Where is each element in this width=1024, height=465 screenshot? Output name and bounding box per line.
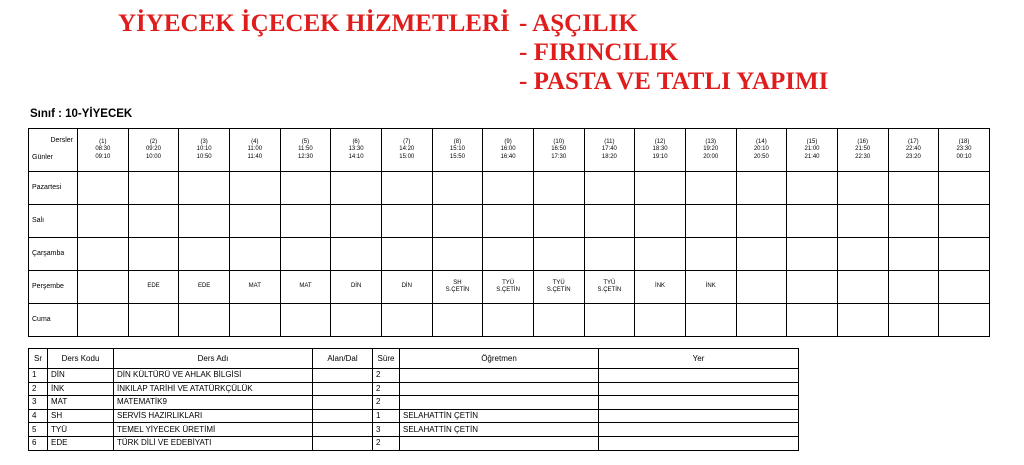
- course-table: [28, 348, 799, 451]
- schedule-cell: [78, 271, 129, 304]
- schedule-cell: [179, 205, 230, 238]
- course-cell-code: MAT: [48, 396, 114, 410]
- period-number: (3): [200, 138, 208, 145]
- schedule-table: [28, 128, 990, 337]
- period-start: 15:10: [449, 146, 465, 153]
- period-start: 21:00: [804, 146, 820, 153]
- schedule-cell-line: TYÜ: [552, 279, 565, 286]
- period-number: (15): [806, 138, 818, 145]
- schedule-cell: [381, 271, 432, 304]
- period-start: 09:20: [145, 146, 161, 153]
- course-cell-duration: 1: [373, 409, 400, 423]
- schedule-cell: [787, 304, 838, 337]
- period-end: 19:10: [652, 153, 668, 160]
- period-number: (18): [958, 138, 970, 145]
- course-cell-code: DİN: [48, 369, 114, 383]
- period-number: (4): [251, 138, 259, 145]
- schedule-cell: [179, 172, 230, 205]
- schedule-cell: [939, 205, 990, 238]
- schedule-cell: [533, 172, 584, 205]
- schedule-cell-line: SH: [453, 279, 462, 286]
- period-header: [280, 129, 331, 172]
- schedule-cell: [888, 271, 939, 304]
- course-cell-code: EDE: [48, 436, 114, 450]
- period-start: 10:10: [196, 146, 212, 153]
- course-header-sr: Sr: [29, 349, 48, 369]
- period-number: (10): [553, 138, 565, 145]
- day-name: Cuma: [29, 304, 78, 337]
- period-number: (11): [604, 138, 615, 145]
- period-start: 19:20: [703, 146, 719, 153]
- schedule-cell: [787, 271, 838, 304]
- schedule-cell: [939, 238, 990, 271]
- period-number: (13): [705, 138, 717, 145]
- schedule-cell: [280, 205, 331, 238]
- period-header: [635, 129, 686, 172]
- course-cell-place: [599, 423, 799, 437]
- schedule-row: [29, 304, 990, 337]
- course-cell-code: SH: [48, 409, 114, 423]
- schedule-cell: [939, 172, 990, 205]
- period-end: 18:20: [601, 153, 617, 160]
- schedule-cell-line: EDE: [147, 283, 160, 290]
- schedule-cell: [685, 205, 736, 238]
- period-end: 16:40: [500, 153, 516, 160]
- period-header: [179, 129, 230, 172]
- schedule-cell: [432, 271, 483, 304]
- course-cell-teacher: SELAHATTİN ÇETİN: [400, 423, 599, 437]
- period-end: 00:10: [956, 153, 972, 160]
- schedule-row: [29, 238, 990, 271]
- course-row: [29, 423, 799, 437]
- schedule-cell: [837, 238, 888, 271]
- course-cell-duration: 2: [373, 382, 400, 396]
- schedule-cell: [888, 205, 939, 238]
- course-cell-teacher: [400, 436, 599, 450]
- schedule-cell: [635, 172, 686, 205]
- schedule-cell: [229, 172, 280, 205]
- period-start: 16:00: [500, 146, 516, 153]
- course-cell-sr: 4: [29, 409, 48, 423]
- period-end: 20:50: [753, 153, 769, 160]
- period-header: [685, 129, 736, 172]
- period-start: 08:30: [95, 146, 111, 153]
- schedule-cell: [128, 172, 179, 205]
- schedule-cell: [685, 238, 736, 271]
- schedule-cell: [331, 304, 382, 337]
- course-cell-duration: 2: [373, 436, 400, 450]
- schedule-cell: [78, 205, 129, 238]
- course-cell-place: [599, 436, 799, 450]
- schedule-cell: [635, 271, 686, 304]
- course-row: [29, 382, 799, 396]
- schedule-cell: [432, 172, 483, 205]
- schedule-cell: [533, 238, 584, 271]
- course-cell-teacher: [400, 382, 599, 396]
- schedule-cell: [78, 238, 129, 271]
- course-cell-sr: 2: [29, 382, 48, 396]
- schedule-cell: [736, 238, 787, 271]
- period-end: 12:30: [297, 153, 313, 160]
- period-number: (8): [453, 138, 462, 145]
- course-cell-teacher: [400, 369, 599, 383]
- schedule-cell: [584, 304, 635, 337]
- course-header-place: Yer: [599, 349, 799, 369]
- period-header: [787, 129, 838, 172]
- schedule-cell: [533, 205, 584, 238]
- schedule-cell: [128, 205, 179, 238]
- schedule-cell: [635, 304, 686, 337]
- schedule-cell: [939, 304, 990, 337]
- schedule-cell: [331, 172, 382, 205]
- course-cell-area: [313, 382, 373, 396]
- schedule-corner-cell: [29, 129, 78, 172]
- schedule-cell: [584, 205, 635, 238]
- schedule-cell: [685, 172, 736, 205]
- period-end: 15:00: [399, 153, 415, 160]
- course-cell-name: DİN KÜLTÜRÜ VE AHLAK BİLGİSİ: [114, 369, 313, 383]
- period-end: 11:40: [247, 153, 263, 160]
- course-cell-sr: 6: [29, 436, 48, 450]
- schedule-cell: [685, 304, 736, 337]
- schedule-cell: [280, 238, 331, 271]
- period-header: [229, 129, 280, 172]
- course-cell-area: [313, 396, 373, 410]
- period-end: 17:30: [551, 153, 567, 160]
- schedule-cell-line: DİN: [350, 283, 362, 290]
- course-cell-place: [599, 382, 799, 396]
- schedule-cell: [837, 172, 888, 205]
- period-number: (17): [907, 138, 919, 145]
- period-header: [736, 129, 787, 172]
- schedule-cell-line: İNK: [705, 283, 716, 290]
- schedule-cell: [483, 205, 534, 238]
- period-end: 14:10: [348, 153, 364, 160]
- course-header-duration: Süre: [373, 349, 400, 369]
- period-header: [128, 129, 179, 172]
- schedule-cell: [229, 205, 280, 238]
- program-line-ascilik: - AŞÇILIK: [519, 10, 638, 37]
- schedule-cell-line: TYÜ: [502, 279, 515, 286]
- schedule-cell: [280, 304, 331, 337]
- course-cell-duration: 3: [373, 423, 400, 437]
- schedule-cell: [432, 238, 483, 271]
- class-label: Sınıf : 10-YİYECEK: [30, 108, 133, 120]
- schedule-cell: [483, 304, 534, 337]
- schedule-row: [29, 205, 990, 238]
- schedule-cell: [128, 271, 179, 304]
- course-cell-place: [599, 369, 799, 383]
- period-start: 20:10: [753, 146, 769, 153]
- program-line-pasta: - PASTA VE TATLI YAPIMI: [519, 68, 829, 95]
- course-row: [29, 369, 799, 383]
- schedule-cell: [533, 271, 584, 304]
- course-row: [29, 396, 799, 410]
- course-row: [29, 436, 799, 450]
- course-header-row: [29, 349, 799, 369]
- period-start: 16:50: [551, 146, 567, 153]
- period-start: 13:30: [348, 146, 364, 153]
- period-header: [432, 129, 483, 172]
- schedule-cell: [483, 172, 534, 205]
- day-name: Çarşamba: [29, 238, 78, 271]
- schedule-cell-line: S.ÇETİN: [445, 287, 470, 293]
- course-cell-name: İNKILAP TARİHİ VE ATATÜRKÇÜLÜK: [114, 382, 313, 396]
- day-name: Pazartesi: [29, 172, 78, 205]
- schedule-cell: [78, 172, 129, 205]
- schedule-cell: [837, 304, 888, 337]
- schedule-cell: [280, 271, 331, 304]
- course-cell-name: MATEMATİK9: [114, 396, 313, 410]
- schedule-cell: [280, 172, 331, 205]
- schedule-cell: [584, 172, 635, 205]
- schedule-cell: [533, 304, 584, 337]
- schedule-cell: [381, 172, 432, 205]
- course-cell-place: [599, 396, 799, 410]
- schedule-cell: [787, 205, 838, 238]
- period-start: 21:50: [855, 146, 871, 153]
- schedule-cell: [787, 238, 838, 271]
- schedule-cell: [888, 238, 939, 271]
- schedule-cell: [128, 238, 179, 271]
- schedule-cell: [229, 238, 280, 271]
- period-number: (5): [301, 138, 310, 145]
- page-title: YİYECEK İÇECEK HİZMETLERİ: [118, 10, 510, 37]
- course-cell-duration: 2: [373, 396, 400, 410]
- period-header: [381, 129, 432, 172]
- course-header-name: Ders Adı: [114, 349, 313, 369]
- schedule-cell: [736, 172, 787, 205]
- schedule-cell-line: İNK: [655, 283, 666, 290]
- schedule-cell-line: TYÜ: [603, 279, 616, 286]
- course-cell-duration: 2: [373, 369, 400, 383]
- period-header: [584, 129, 635, 172]
- schedule-cell-line: MAT: [248, 283, 261, 290]
- course-cell-place: [599, 409, 799, 423]
- schedule-cell: [381, 238, 432, 271]
- dersler-label: Dersler: [50, 137, 73, 144]
- period-start: 18:30: [652, 146, 668, 153]
- course-cell-teacher: [400, 396, 599, 410]
- period-start: 23:30: [956, 146, 972, 153]
- period-number: (12): [654, 138, 666, 145]
- course-cell-area: [313, 436, 373, 450]
- schedule-row: [29, 172, 990, 205]
- schedule-cell: [736, 271, 787, 304]
- course-cell-teacher: SELAHATTİN ÇETİN: [400, 409, 599, 423]
- period-end: 10:00: [145, 153, 161, 160]
- period-end: 10:50: [196, 153, 212, 160]
- schedule-cell-line: DİN: [401, 283, 412, 290]
- period-end: 22:30: [855, 153, 871, 160]
- course-cell-name: TEMEL YİYECEK ÜRETİMİ: [114, 423, 313, 437]
- schedule-cell: [939, 271, 990, 304]
- course-cell-name: SERVİS HAZIRLIKLARI: [114, 409, 313, 423]
- period-start: 22:40: [905, 146, 921, 153]
- schedule-row: [29, 271, 990, 304]
- schedule-cell: [888, 172, 939, 205]
- gunler-label: Günler: [32, 154, 54, 161]
- schedule-cell: [837, 205, 888, 238]
- course-cell-name: TÜRK DİLİ VE EDEBİYATI: [114, 436, 313, 450]
- schedule-cell: [584, 271, 635, 304]
- schedule-cell-line: MAT: [299, 283, 312, 290]
- period-end: 21:40: [804, 153, 820, 160]
- period-header: [888, 129, 939, 172]
- course-cell-code: TYÜ: [48, 423, 114, 437]
- schedule-cell-line: EDE: [197, 283, 211, 290]
- period-end: 20:00: [703, 153, 719, 160]
- course-cell-area: [313, 409, 373, 423]
- period-number: (16): [857, 138, 868, 145]
- period-start: 17:40: [601, 146, 617, 153]
- schedule-cell-line: S.ÇETİN: [546, 287, 571, 293]
- period-start: 11:50: [298, 146, 313, 153]
- period-header: [837, 129, 888, 172]
- program-line-firincilik: - FIRINCILIK: [519, 39, 679, 66]
- schedule-cell: [888, 304, 939, 337]
- schedule-cell: [331, 205, 382, 238]
- schedule-cell: [179, 238, 230, 271]
- schedule-cell-line: S.ÇETİN: [597, 287, 622, 293]
- schedule-cell: [736, 205, 787, 238]
- schedule-cell: [331, 271, 382, 304]
- schedule-cell: [331, 238, 382, 271]
- period-header: [483, 129, 534, 172]
- schedule-cell: [78, 304, 129, 337]
- schedule-cell: [584, 238, 635, 271]
- period-number: (6): [352, 138, 360, 145]
- schedule-cell: [381, 205, 432, 238]
- schedule-cell: [432, 205, 483, 238]
- schedule-cell: [736, 304, 787, 337]
- schedule-cell: [179, 304, 230, 337]
- course-cell-sr: 3: [29, 396, 48, 410]
- schedule-header-row: [29, 129, 990, 172]
- course-cell-sr: 5: [29, 423, 48, 437]
- course-header-code: Ders Kodu: [48, 349, 114, 369]
- period-end: 23:20: [905, 153, 921, 160]
- schedule-cell: [483, 238, 534, 271]
- course-cell-area: [313, 369, 373, 383]
- schedule-cell: [381, 304, 432, 337]
- schedule-cell: [685, 271, 736, 304]
- period-end: 15:50: [449, 153, 465, 160]
- schedule-cell: [837, 271, 888, 304]
- schedule-cell: [179, 271, 230, 304]
- schedule-cell: [128, 304, 179, 337]
- day-name: Salı: [29, 205, 78, 238]
- period-number: (9): [504, 138, 512, 145]
- day-name: Perşembe: [29, 271, 78, 304]
- course-row: [29, 409, 799, 423]
- period-start: 14:20: [399, 146, 415, 153]
- schedule-cell: [635, 238, 686, 271]
- schedule-cell: [635, 205, 686, 238]
- period-header: [331, 129, 382, 172]
- course-cell-area: [313, 423, 373, 437]
- period-number: (1): [99, 138, 107, 145]
- period-start: 11:00: [247, 146, 263, 153]
- period-header: [939, 129, 990, 172]
- course-cell-sr: 1: [29, 369, 48, 383]
- course-header-area: Alan/Dal: [313, 349, 373, 369]
- course-header-teacher: Öğretmen: [400, 349, 599, 369]
- period-number: (2): [149, 138, 158, 145]
- course-cell-code: İNK: [48, 382, 114, 396]
- schedule-cell: [483, 271, 534, 304]
- period-number: (7): [403, 138, 411, 145]
- period-header: [533, 129, 584, 172]
- period-header: [78, 129, 129, 172]
- period-end: 09:10: [95, 153, 111, 160]
- schedule-cell: [229, 304, 280, 337]
- schedule-cell-line: S.ÇETİN: [496, 287, 520, 293]
- schedule-cell: [787, 172, 838, 205]
- schedule-cell: [432, 304, 483, 337]
- period-number: (14): [756, 138, 767, 145]
- schedule-cell: [229, 271, 280, 304]
